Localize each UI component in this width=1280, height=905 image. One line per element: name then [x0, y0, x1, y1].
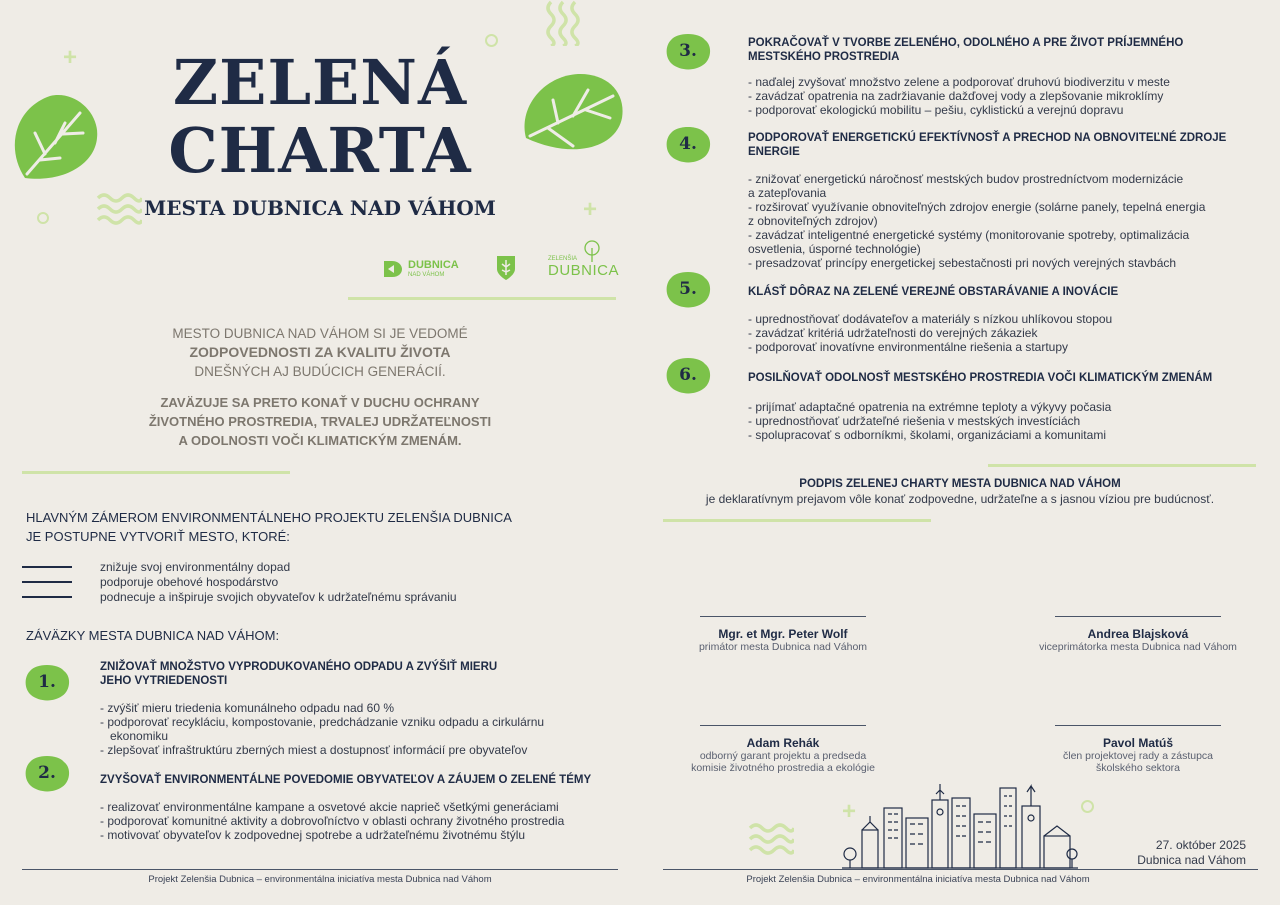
dash-icon: [22, 566, 72, 568]
circle-icon: [1081, 800, 1094, 813]
bullet: - rozširovať využívanie obnoviteľných zdrojov energie (solárne panely, tepelná energia: [748, 200, 1206, 214]
bullet: - podporovať komunitné aktivity a dobrovoľníctvo v oblasti ochrany životného prostredia: [100, 814, 565, 828]
commitments-heading: ZÁVÄZKY MESTA DUBNICA NAD VÁHOM:: [26, 628, 280, 643]
logo-zelensia-name: DUBNICA: [548, 262, 620, 279]
wave-icon: [748, 822, 794, 856]
bullet: - zavádzať opatrenia na zadržiavanie dažďovej vody a zlepšovanie mikroklímy: [748, 89, 1164, 103]
bullet: - motivovať obyvateľov k zodpovednej spotrebe a udržateľnému životnému štýlu: [100, 828, 526, 842]
bullet: - uprednostňovať dodávateľov a materiály s nízkou uhlíkovou stopou: [748, 312, 1113, 326]
section-title-line: KLÁSŤ DÔRAZ NA ZELENÉ VEREJNÉ OBSTARÁVANIE A INOVÁCIE: [748, 286, 1119, 298]
badge-number: 3.: [679, 41, 697, 61]
section-title-line: POSILŇOVAŤ ODOLNOSŤ MESTSKÉHO PROSTREDIA VOČI KLIMATICKÝM ZMENÁM: [748, 372, 1213, 384]
section-6-bullets: [748, 400, 1111, 442]
bullet: osvetlenia, úsporné technológie): [748, 242, 921, 256]
footer-right: Projekt Zelenšia Dubnica – environmentálna iniciatíva mesta Dubnica nad Váhom: [746, 874, 1090, 885]
bullet: ekonomiku: [110, 729, 169, 743]
badge-number: 6.: [679, 365, 697, 385]
badge-number: 2.: [38, 763, 56, 783]
signature-line: [700, 725, 866, 726]
signatory-name: Adam Rehák: [746, 736, 820, 750]
intro-block: [120, 324, 520, 450]
signatory-role: primátor mesta Dubnica nad Váhom: [698, 641, 868, 653]
signature-line: [1055, 616, 1221, 617]
title-line1: ZELENÁ: [172, 46, 468, 119]
signature-block: [680, 725, 886, 774]
circle-icon: [485, 34, 498, 47]
divider: [22, 471, 290, 474]
goal-item: podporuje obehové hospodárstvo: [100, 574, 279, 589]
section-3-title: [748, 36, 1183, 64]
bullet: - uprednostňovať udržateľné riešenia v mestských investíciách: [748, 414, 1081, 428]
goal-line2: JE POSTUPNE VYTVORIŤ MESTO, KTORÉ:: [26, 529, 290, 544]
signatory-role: komisie životného prostredia a ekológie: [691, 762, 875, 774]
bullet: - realizovať environmentálne kampane a osvetové akcie naprieč všetkými generáciami: [100, 800, 559, 814]
signatory-role: školského sektora: [1095, 762, 1181, 774]
badge-number: 5.: [679, 279, 697, 299]
circle-icon: [37, 212, 49, 224]
date-line1: 27. október 2025: [1155, 838, 1246, 852]
title-line2: CHARTA: [168, 114, 472, 187]
divider: [988, 464, 1256, 467]
section-4-title: [748, 131, 1226, 159]
logo-dubnica: [382, 259, 459, 279]
signature-line: [1055, 725, 1221, 726]
section-title-line: ENERGIE: [748, 146, 800, 158]
section-1-title: [100, 660, 497, 688]
bullet: - naďalej zvyšovať množstvo zelene a podporovať druhovú biodiverzitu v meste: [748, 75, 1170, 89]
divider: [663, 519, 931, 522]
section-2-title: [100, 773, 591, 787]
section-5-title: [748, 285, 1118, 299]
section-title-line: PODPOROVAŤ ENERGETICKÚ EFEKTÍVNOSŤ A PRECHOD NA OBNOVITEĽNÉ ZDROJE: [748, 132, 1227, 144]
goal-list: [22, 559, 457, 604]
subtitle: MESTA DUBNICA NAD VÁHOM: [144, 196, 496, 220]
badge-number: 4.: [679, 134, 697, 154]
signature-block: [1035, 725, 1241, 774]
section-5-bullets: [748, 312, 1112, 354]
signatory-role: člen projektovej rady a zástupca: [1063, 750, 1213, 762]
intro-line6: A ODOLNOSTI VOČI KLIMATICKÝM ZMENÁM.: [178, 433, 462, 448]
logo-dubnica-sub: NAD VÁHOM: [408, 271, 445, 278]
city-skyline-icon: [840, 778, 1080, 870]
divider: [348, 297, 616, 300]
signatory-name: Andrea Blajsková: [1087, 627, 1189, 641]
wave-vertical-icon: [545, 0, 581, 46]
plus-icon: +: [63, 44, 78, 71]
bullet: - zvýšiť mieru triedenia komunálneho odpadu nad 60 %: [100, 701, 395, 715]
coat-of-arms-icon: [496, 255, 516, 281]
signatory-name: Pavol Matúš: [1102, 736, 1174, 750]
bullet: z obnoviteľných zdrojov): [748, 214, 878, 228]
signatory-role: odborný garant projektu a predseda: [699, 750, 867, 762]
intro-line2: ZODPOVEDNOSTI ZA KVALITU ŽIVOTA: [189, 344, 451, 360]
signatory-role: viceprimátorka mesta Dubnica nad Váhom: [1039, 641, 1237, 653]
section-title-line: POKRAČOVAŤ V TVORBE ZELENÉHO, ODOLNÉHO A PRE ŽIVOT PRÍJEMNÉHO: [748, 37, 1184, 49]
footer-left: Projekt Zelenšia Dubnica – environmentálna iniciatíva mesta Dubnica nad Váhom: [148, 874, 492, 885]
bullet: - presadzovať princípy energetickej sebestačnosti pri nových verejných stavbách: [748, 256, 1177, 270]
logo-dubnica-name: DUBNICA: [408, 258, 459, 271]
leaf-left-icon: [5, 88, 105, 188]
intro-line3: DNEŠNÝCH AJ BUDÚCICH GENERÁCIÍ.: [194, 364, 446, 379]
section-3-bullets: [748, 75, 1170, 117]
intro-line5: ŽIVOTNÉHO PROSTREDIA, TRVALEJ UDRŽATEĽNOSTI: [148, 414, 492, 429]
bullet: - podporovať inovatívne environmentálne riešenia a startupy: [748, 340, 1069, 354]
section-title-line: MESTSKÉHO PROSTREDIA: [748, 51, 900, 63]
bullet: - prijímať adaptačné opatrenia na extrémne teploty a výkyvy počasia: [748, 400, 1112, 414]
intro-line4: ZAVÄZUJE SA PRETO KONAŤ V DUCHU OCHRANY: [160, 395, 480, 410]
badge-number: 1.: [38, 672, 56, 692]
tree-icon: [582, 240, 602, 262]
bullet: - zavádzať kritériá udržateľnosti do verejných zákaziek: [748, 326, 1038, 340]
dash-icon: [22, 581, 72, 583]
section-title-line: ZVYŠOVAŤ ENVIRONMENTÁLNE POVEDOMIE OBYVATEĽOV A ZÁUJEM O ZELENÉ TÉMY: [100, 774, 592, 786]
footer-rule: [663, 869, 1258, 870]
goal-item: podnecuje a inšpiruje svojich obyvateľov k udržateľnému správaniu: [100, 589, 457, 604]
footer-rule: [22, 869, 618, 870]
plus-icon: +: [583, 196, 598, 223]
section-6-title: [748, 371, 1212, 385]
bullet: - zavádzať inteligentné energetické systémy (monitorovanie spotreby, optimalizácia: [748, 228, 1190, 242]
dash-icon: [22, 596, 72, 598]
section-4-bullets: [748, 172, 1205, 270]
goal-line1: HLAVNÝM ZÁMEROM ENVIRONMENTÁLNEHO PROJEKTU ZELENŠIA DUBNICA: [26, 510, 512, 525]
plus-icon: +: [842, 798, 857, 825]
signature-line: [700, 616, 866, 617]
bullet: - podporovať ekologickú mobilitu – pešiu, cyklistickú a verejnú dopravu: [748, 103, 1124, 117]
section-2-bullets: [100, 800, 564, 842]
logo-zelensia-top: ZELENŠIA: [548, 256, 578, 262]
intro-line1: MESTO DUBNICA NAD VÁHOM SI JE VEDOMÉ: [172, 326, 468, 341]
signature-note-text: je deklaratívnym prejavom vôle konať zodpovedne, udržateľne a s jasnou víziou pre budúcnosť.: [705, 492, 1215, 506]
date-line2: Dubnica nad Váhom: [1137, 853, 1246, 867]
signature-block: [1035, 616, 1241, 653]
dubnica-d-icon: [382, 259, 404, 279]
signatory-name: Mgr. et Mgr. Peter Wolf: [718, 627, 848, 641]
bullet: a zatepľovania: [748, 186, 827, 200]
section-1-bullets: [100, 701, 544, 757]
section-title-line: JEHO VYTRIEDENOSTI: [100, 675, 228, 687]
bullet: - zlepšovať infraštruktúru zberných miest a dostupnosť informácií pre obyvateľov: [100, 743, 528, 757]
section-title-line: ZNIŽOVAŤ MNOŽSTVO VYPRODUKOVANÉHO ODPADU A ZVÝŠIŤ MIERU: [100, 661, 498, 673]
bullet: - podporovať recykláciu, kompostovanie, predchádzanie vzniku odpadu a cirkulárnu: [100, 715, 545, 729]
signature-block: [680, 616, 886, 653]
leaf-right-icon: [518, 68, 628, 160]
goal-item: znižuje svoj environmentálny dopad: [100, 559, 291, 574]
bullet: - znižovať energetickú náročnosť mestských budov prostredníctvom modernizácie: [748, 172, 1184, 186]
signature-note-title: PODPIS ZELENEJ CHARTY MESTA DUBNICA NAD VÁHOM: [799, 478, 1121, 490]
bullet: - spolupracovať s odborníkmi, školami, organizáciami a komunitami: [748, 428, 1106, 442]
